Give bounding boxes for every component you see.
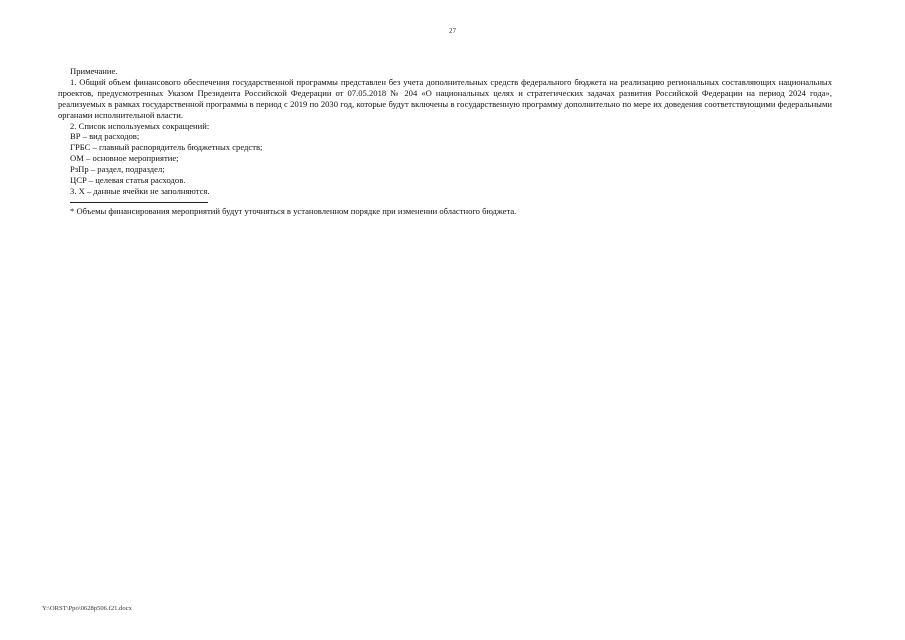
note-2: 2. Список используемых сокращений:	[70, 120, 210, 131]
abbreviation-item: РзПр – раздел, подраздел;	[70, 164, 165, 175]
footnote-text: * Объемы финансирования мероприятий будут уточняться в установленном порядке при изменении областного бюджета.	[70, 205, 517, 216]
abbreviation-item: ОМ – основное мероприятие;	[70, 153, 179, 164]
abbreviation-item: ГРБС – главный распорядитель бюджетных средств;	[70, 142, 263, 153]
abbreviation-item: ЦСР – целевая статья расходов.	[70, 175, 186, 186]
note-1: 1. Общий объем финансового обеспечения государственной программы представлен без учета дополнительных средств федерального бюджета на реализацию региональных составляющих национальных проектов, предусмотренных Указом Президента Российской Федерации от 07.05.2018 № 204 «О национальных целях и стратегических задачах развития Российской Федерации на период 2024 года», реализуемых в рамках государственной программы в период с 2019 по 2030 год, которые будут включены в государственную программу дополнительно по мере их доведения соответствующими федеральными органами исполнительной власти.	[58, 76, 832, 120]
footer-file-path: Y:\ORST\Ppo\0628p506.f21.docx	[42, 605, 132, 612]
abbreviation-item: ВР – вид расходов;	[70, 131, 140, 142]
note-3: 3. Х – данные ячейки не заполняются.	[70, 185, 210, 196]
document-body	[58, 66, 832, 217]
notes-heading: Примечание.	[70, 66, 118, 76]
footnote-divider	[70, 202, 208, 203]
page-number: 27	[449, 27, 456, 35]
abbreviation-list	[58, 131, 832, 186]
